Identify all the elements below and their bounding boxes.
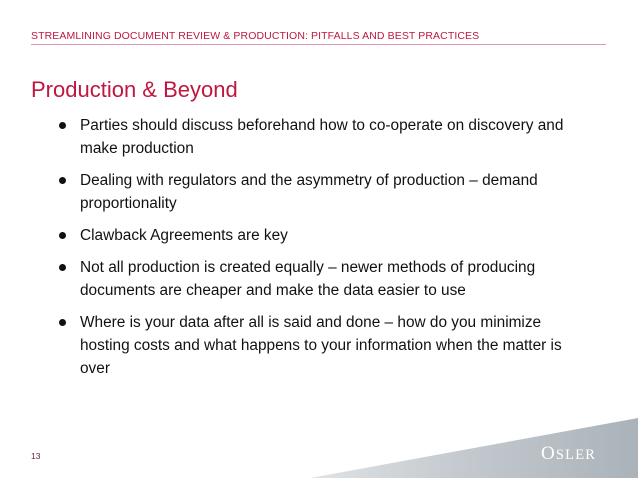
- bullet-text-line: hosting costs and what happens to your information when the matter is: [80, 337, 562, 354]
- bullet-text-line: Clawback Agreements are key: [80, 227, 288, 244]
- slide-title: Production & Beyond: [31, 77, 238, 102]
- osler-logo: [541, 443, 596, 465]
- logo-rest: SLER: [555, 447, 597, 463]
- bullet-text-line: Parties should discuss beforehand how to co-operate on discovery and: [80, 117, 564, 134]
- bullet-text-line: over: [80, 360, 110, 377]
- slide-header: STREAMLINING DOCUMENT REVIEW & PRODUCTION: PITFALLS AND BEST PRACTICES: [31, 30, 480, 42]
- bullet-text-line: proportionality: [80, 195, 177, 212]
- page-number: 13: [31, 451, 41, 461]
- bullet-text-line: Where is your data after all is said and done – how do you minimize: [80, 314, 542, 331]
- logo-initial: O: [541, 443, 556, 464]
- bullet-text-line: documents are cheaper and make the data easier to use: [80, 282, 466, 299]
- bullet-text-line: Not all production is created equally – newer methods of producing: [80, 259, 536, 276]
- bullet-text-line: make production: [80, 140, 194, 157]
- bullet-text-line: Dealing with regulators and the asymmetry of production – demand: [80, 172, 538, 189]
